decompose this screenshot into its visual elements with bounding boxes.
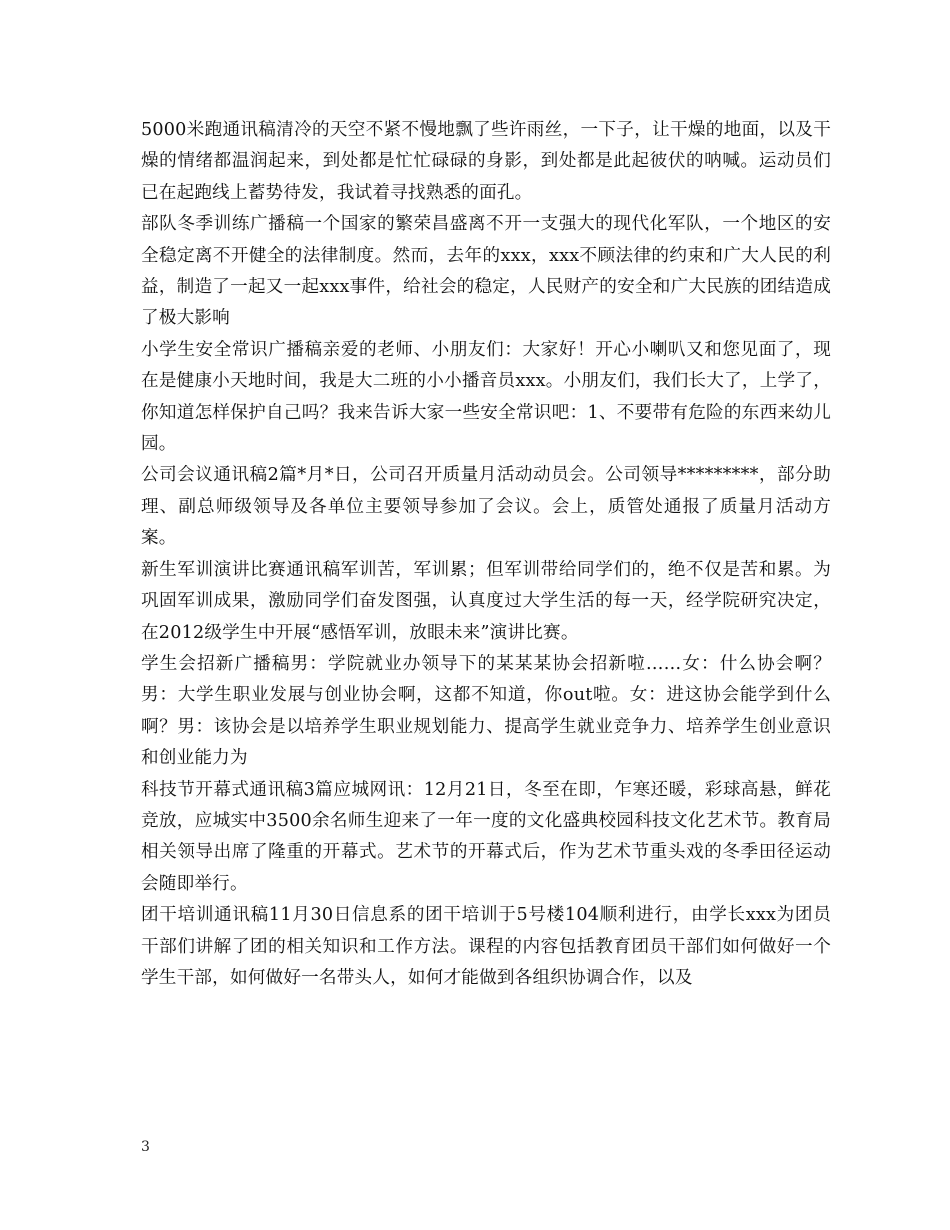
paragraph-tech-festival-opening: 科技节开幕式通讯稿3篇应城网讯：12月21日，冬至在即，乍寒还暖，彩球高悬，鲜花竞放，应城实中3500余名师生迎来了一年一度的文化盛典校园科技文化艺术节。教育局相关领导出席了隆重的开幕式。艺术节的开幕式后，作为艺术节重头戏的冬季田径运动会随即举行。 (141, 779, 831, 894)
paragraph-military-winter-training: 部队冬季训练广播稿一个国家的繁荣昌盛离不开一支强大的现代化军队，一个地区的安全稳定离不开健全的法律制度。然而，去年的xxx，xxx不顾法律的约束和广大人民的利益，制造了一起又一起xxx事件，给社会的稳定，人民财产的安全和广大民族的团结造成了极大影响 (141, 214, 831, 329)
paragraph-pupil-safety: 小学生安全常识广播稿亲爱的老师、小朋友们：大家好！开心小喇叭又和您见面了，现在是健康小天地时间，我是大二班的小小播音员xxx。小朋友们，我们长大了，上学了，你知道怎样保护自己吗？我来告诉大家一些安全常识吧：1、不要带有危险的东西来幼儿园。 (141, 339, 831, 455)
document-body (141, 115, 831, 994)
paragraph-league-cadre-training: 团干培训通讯稿11月30日信息系的团干培训于5号楼104顺利进行，由学长xxx为团员干部们讲解了团的相关知识和工作方法。课程的内容包括教育团员干部们如何做好一个学生干部，如何做好一名带头人，如何才能做到各组织协调合作，以及 (141, 905, 831, 988)
paragraph-freshman-speech-contest: 新生军训演讲比赛通讯稿军训苦，军训累；但军训带给同学们的，绝不仅是苦和累。为巩固军训成果，激励同学们奋发图强，认真度过大学生活的每一天，经学院研究决定，在2012级学生中开展“感悟军训，放眼未来”演讲比赛。 (141, 559, 831, 643)
paragraph-student-union-recruiting: 学生会招新广播稿男：学院就业办领导下的某某某协会招新啦……女：什么协会啊？男：大学生职业发展与创业协会啊，这都不知道，你out啦。女：进这协会能学到什么啊？男：该协会是以培养学生职业规划能力、提高学生就业竞争力、培养学生创业意识和创业能力为 (141, 653, 831, 769)
paragraph-5000m-run: 5000米跑通讯稿清冷的天空不紧不慢地飘了些许雨丝，一下子，让干燥的地面，以及干燥的情绪都温润起来，到处都是忙忙碌碌的身影，到处都是此起彼伏的呐喊。运动员们已在起跑线上蓄势待发，我试着寻找熟悉的面孔。 (141, 120, 831, 203)
page-number: 3 (141, 1139, 150, 1155)
paragraph-company-meeting: 公司会议通讯稿2篇*月*日，公司召开质量月活动动员会。公司领导*********，部分助理、副总师级领导及各单位主要领导参加了会议。会上，质管处通报了质量月活动方案。 (141, 465, 831, 549)
